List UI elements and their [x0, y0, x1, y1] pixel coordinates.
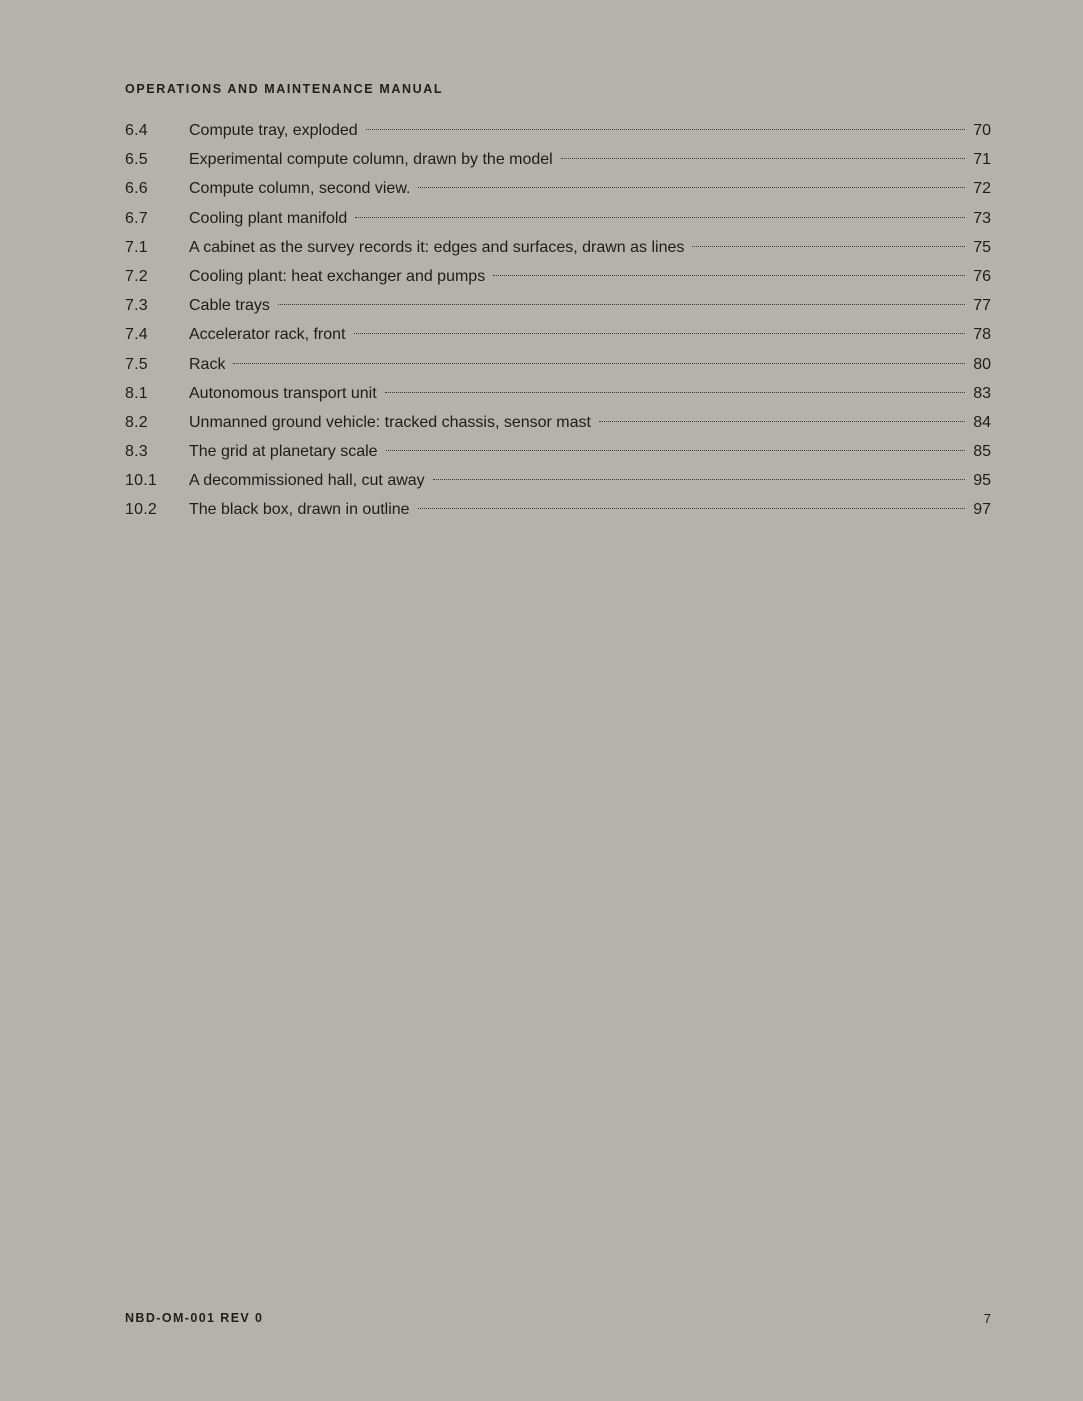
toc-entry-page: 73 — [973, 209, 991, 227]
toc-entry-page: 72 — [973, 180, 991, 198]
toc-entry-page: 85 — [973, 443, 991, 461]
toc-entry[interactable] — [125, 466, 991, 495]
toc-entry-page: 80 — [973, 355, 991, 373]
toc-entry-number: 7.3 — [125, 297, 148, 315]
toc-entry-title: The black box, drawn in outline — [189, 501, 410, 519]
toc-entry-page: 84 — [973, 413, 991, 431]
toc-entry-title: A cabinet as the survey records it: edges and surfaces, drawn as lines — [189, 238, 685, 256]
dot-leader — [493, 275, 965, 276]
toc-entry[interactable] — [125, 233, 991, 262]
toc-entry-title: Accelerator rack, front — [189, 326, 346, 344]
toc-entry-number: 6.4 — [125, 122, 148, 139]
toc-entry-page: 71 — [973, 151, 991, 169]
toc-entry-number: 8.2 — [125, 413, 148, 431]
dot-leader — [385, 392, 966, 393]
toc-entry-title: The grid at planetary scale — [189, 443, 378, 461]
toc-entry-number: 7.5 — [125, 355, 148, 373]
toc-entry-page: 83 — [973, 384, 991, 402]
dot-leader — [418, 187, 965, 188]
toc-entry-title: Cable trays — [189, 297, 270, 315]
toc-entry[interactable] — [125, 204, 991, 233]
toc-entry-number: 6.5 — [125, 151, 148, 169]
dot-leader — [418, 508, 966, 509]
dot-leader — [366, 129, 966, 130]
toc-entry-number: 10.1 — [125, 472, 157, 490]
toc-entry-number: 6.7 — [125, 209, 148, 227]
toc-entry[interactable] — [125, 379, 991, 408]
toc-entry[interactable] — [125, 262, 991, 291]
running-head: OPERATIONS AND MAINTENANCE MANUAL — [125, 82, 444, 96]
toc-entry-page: 97 — [973, 501, 991, 519]
dot-leader — [692, 246, 965, 247]
toc-entry-page: 76 — [973, 267, 991, 285]
toc-entry-title: Cooling plant: heat exchanger and pumps — [189, 267, 486, 285]
toc-entry[interactable] — [125, 320, 991, 349]
toc-entry-page: 78 — [973, 326, 991, 344]
toc-entry[interactable] — [125, 116, 991, 145]
toc-entry-title: Experimental compute column, drawn by the model — [189, 151, 553, 169]
toc-entry[interactable] — [125, 145, 991, 174]
toc-entry-number: 6.6 — [125, 180, 148, 198]
dot-leader — [599, 421, 965, 422]
toc-entry-title: Autonomous transport unit — [189, 384, 377, 402]
toc-entry-number: 7.4 — [125, 326, 148, 344]
toc-entry-title: Unmanned ground vehicle: tracked chassis, sensor mast — [189, 413, 591, 431]
dot-leader — [233, 363, 965, 364]
toc-entry[interactable] — [125, 291, 991, 320]
document-code: NBD-OM-001 REV 0 — [125, 1311, 264, 1325]
table-of-figures — [125, 116, 991, 525]
toc-entry-title: Rack — [189, 355, 226, 373]
toc-entry[interactable] — [125, 350, 991, 379]
toc-entry-page: 75 — [973, 238, 991, 256]
dot-leader — [355, 217, 965, 218]
toc-entry-number: 8.3 — [125, 443, 148, 461]
toc-entry[interactable] — [125, 174, 991, 203]
toc-entry-number: 7.2 — [125, 267, 148, 285]
toc-entry[interactable] — [125, 437, 991, 466]
page-number: 7 — [983, 1311, 991, 1326]
toc-entry-number: 7.1 — [125, 238, 148, 256]
toc-entry-page: 70 — [973, 122, 991, 139]
dot-leader — [433, 479, 966, 480]
dot-leader — [561, 158, 965, 159]
dot-leader — [354, 333, 966, 334]
toc-entry-number: 8.1 — [125, 384, 148, 402]
toc-entry-title: Compute tray, exploded — [189, 122, 358, 139]
toc-entry-page: 77 — [973, 297, 991, 315]
toc-entry[interactable] — [125, 408, 991, 437]
toc-entry-title: A decommissioned hall, cut away — [189, 472, 425, 490]
dot-leader — [278, 304, 965, 305]
toc-entry-title: Cooling plant manifold — [189, 209, 348, 227]
toc-entry-page: 95 — [973, 472, 991, 490]
toc-entry-title: Compute column, second view. — [189, 180, 411, 198]
toc-entry-number: 10.2 — [125, 501, 157, 519]
toc-entry[interactable] — [125, 495, 991, 524]
dot-leader — [386, 450, 966, 451]
